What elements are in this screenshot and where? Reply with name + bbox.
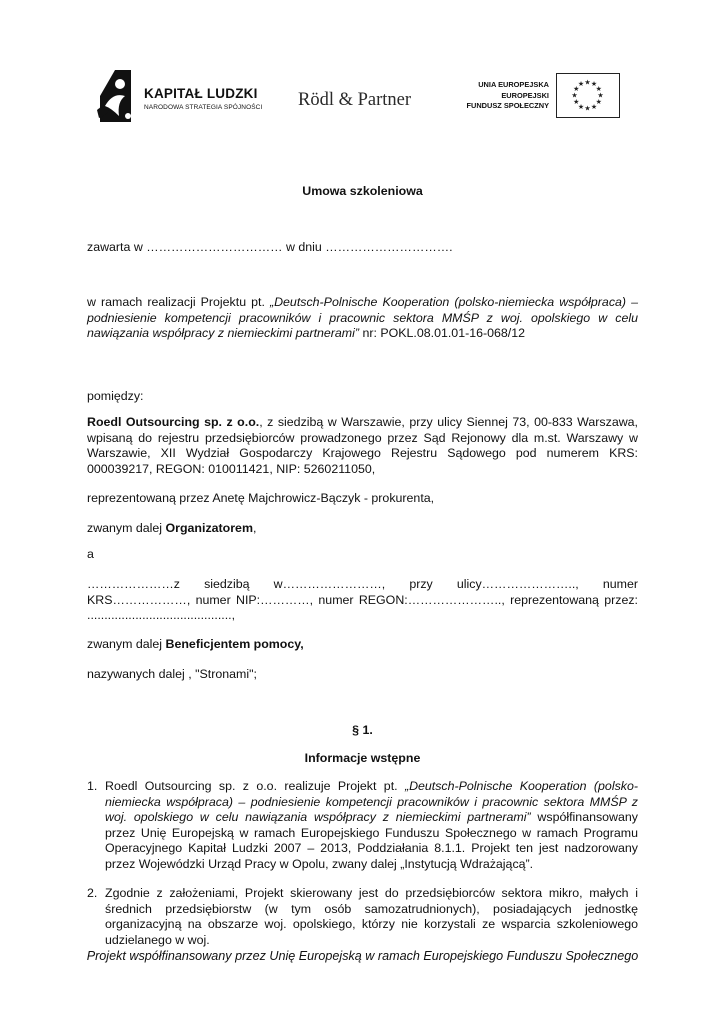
kapital-ludzki-subtitle: NARODOWA STRATEGIA SPÓJNOŚCI	[144, 104, 263, 111]
alias-pre: zwanym dalej	[87, 521, 166, 535]
project-number: nr: POKL.08.01.01-16-068/12	[359, 326, 526, 341]
list-item-number: 2.	[87, 886, 98, 900]
between-label: pomiędzy:	[87, 389, 144, 403]
beneficiary-alias-name: Beneficjentem pomocy,	[165, 637, 304, 651]
beneficiary-fill-paragraph: …………………z siedzibą w……………………, przy ulicy………………….., numer KRS………………, numer NIP:…………, numer REGON:………………….., reprezentowaną przez: ..........................................,	[87, 577, 638, 623]
eu-star-icon: ★	[590, 102, 598, 111]
section-title: Informacje wstępne	[304, 751, 421, 765]
eu-star-icon: ★	[584, 104, 591, 113]
eu-star-icon: ★	[595, 98, 602, 106]
list-item-text	[105, 779, 638, 873]
project-title: „Deutsch-Polnische Kooperation (polsko-niemiecka współpraca) – podniesienie kompetencji pracowników i pracownic sektora MMŚP z woj. opolskiego w celu nawiązania współpracy z niemieckimi partnerami”	[87, 295, 638, 341]
beneficiary-alias	[87, 637, 638, 653]
eu-star-icon: ★	[584, 78, 591, 87]
eu-star-icon: ★	[577, 80, 585, 89]
eu-star-icon: ★	[597, 91, 604, 100]
list-item	[87, 779, 638, 873]
item1-pre: Roedl Outsourcing sp. z o.o. realizuje Projekt pt.	[105, 779, 405, 793]
kapital-ludzki-emblem-icon	[95, 66, 135, 128]
eu-star-icon: ★	[590, 80, 598, 89]
eu-stars-icon	[557, 74, 618, 116]
conjunction-a: a	[87, 547, 94, 561]
section-number: § 1.	[352, 723, 373, 737]
eu-star-icon: ★	[573, 98, 580, 106]
organizer-paragraph	[87, 415, 638, 477]
ue-line-2: EUROPEJSKI	[501, 90, 549, 100]
item1-post: współfinansowany przez Unię Europejską w ramach Europejskiego Funduszu Społecznego w ramach Programu Operacyjnego Kapitał Ludzki 2007 – 2013, Poddziałania 8.1.1. Projekt ten jest nadzorowany przez Wojewódzki Urząd Pracy w Opolu, zwany dalej „Instytucją Wdrażającą”.	[105, 810, 638, 871]
representative-line: reprezentowaną przez Anetę Majchrowicz-Bączyk - prokurenta,	[87, 491, 435, 505]
item1-project-title: „Deutsch-Polnische Kooperation (polsko-niemiecka współpraca) – podniesienie kompetencji pracowników i pracownic sektora MMŚP z woj. opolskiego w celu nawiązania współpracy z niemieckimi partnerami”	[105, 779, 638, 825]
project-pre: w ramach realizacji Projektu pt.	[87, 295, 270, 309]
organizer-details: , z siedzibą w Warszawie, przy ulicy Siennej 73, 00-833 Warszawa, wpisaną do rejestru przedsiębiorców prowadzonego przez Sąd Rejonowy dla m.st. Warszawy w Warszawie, XII Wydział Gospodarczy Krajowego Rejestru Sądowego pod numerem KRS: 000039217, REGON: 010011421, NIP: 5260211050,	[87, 415, 638, 476]
ue-line-1: UNIA EUROPEJSKA	[478, 80, 549, 89]
logo-header	[95, 66, 630, 130]
list-item-text: Zgodnie z założeniami, Projekt skierowany jest do przedsiębiorców sektora mikro, małych i średnich przedsiębiorstw (w tym osób samozatrudnionych), posiadających jednostkę organizacyjną na obszarze woj. opolskiego, którzy nie korzystali ze wsparcia szkoleniowego udzielanego w woj.	[105, 886, 638, 947]
list-item-number: 1.	[87, 779, 98, 793]
beneficiary-alias-pre: zwanym dalej	[87, 637, 166, 651]
list-item	[87, 886, 638, 948]
eu-star-icon: ★	[577, 102, 585, 111]
eu-flag	[556, 73, 620, 118]
ue-line-3: FUNDUSZ SPOŁECZNY	[466, 101, 549, 110]
eu-star-icon: ★	[571, 91, 578, 100]
eu-star-icon: ★	[595, 85, 602, 93]
eu-star-icon: ★	[573, 85, 580, 93]
page-footer: Projekt współfinansowany przez Unię Europejską w ramach Europejskiego Funduszu Społecznego	[86, 949, 639, 963]
document-title: Umowa szkoleniowa	[302, 184, 423, 198]
kapital-ludzki-title: KAPITAŁ LUDZKI	[144, 86, 258, 101]
kapital-ludzki-logo	[95, 66, 275, 128]
ue-logo-text	[457, 80, 549, 112]
alias-comma: ,	[252, 521, 257, 535]
rodl-partner-logo: Rödl & Partner	[298, 90, 412, 110]
parties-line: nazywanych dalej , "Stronami";	[87, 667, 257, 681]
organizer-alias-name: Organizatorem	[165, 521, 253, 535]
project-paragraph	[87, 295, 638, 342]
organizer-name: Roedl Outsourcing sp. z o.o.	[87, 415, 260, 429]
contract-place-date: zawarta w …………………………… w dniu ………………………….	[87, 240, 453, 254]
organizer-alias	[87, 521, 638, 537]
